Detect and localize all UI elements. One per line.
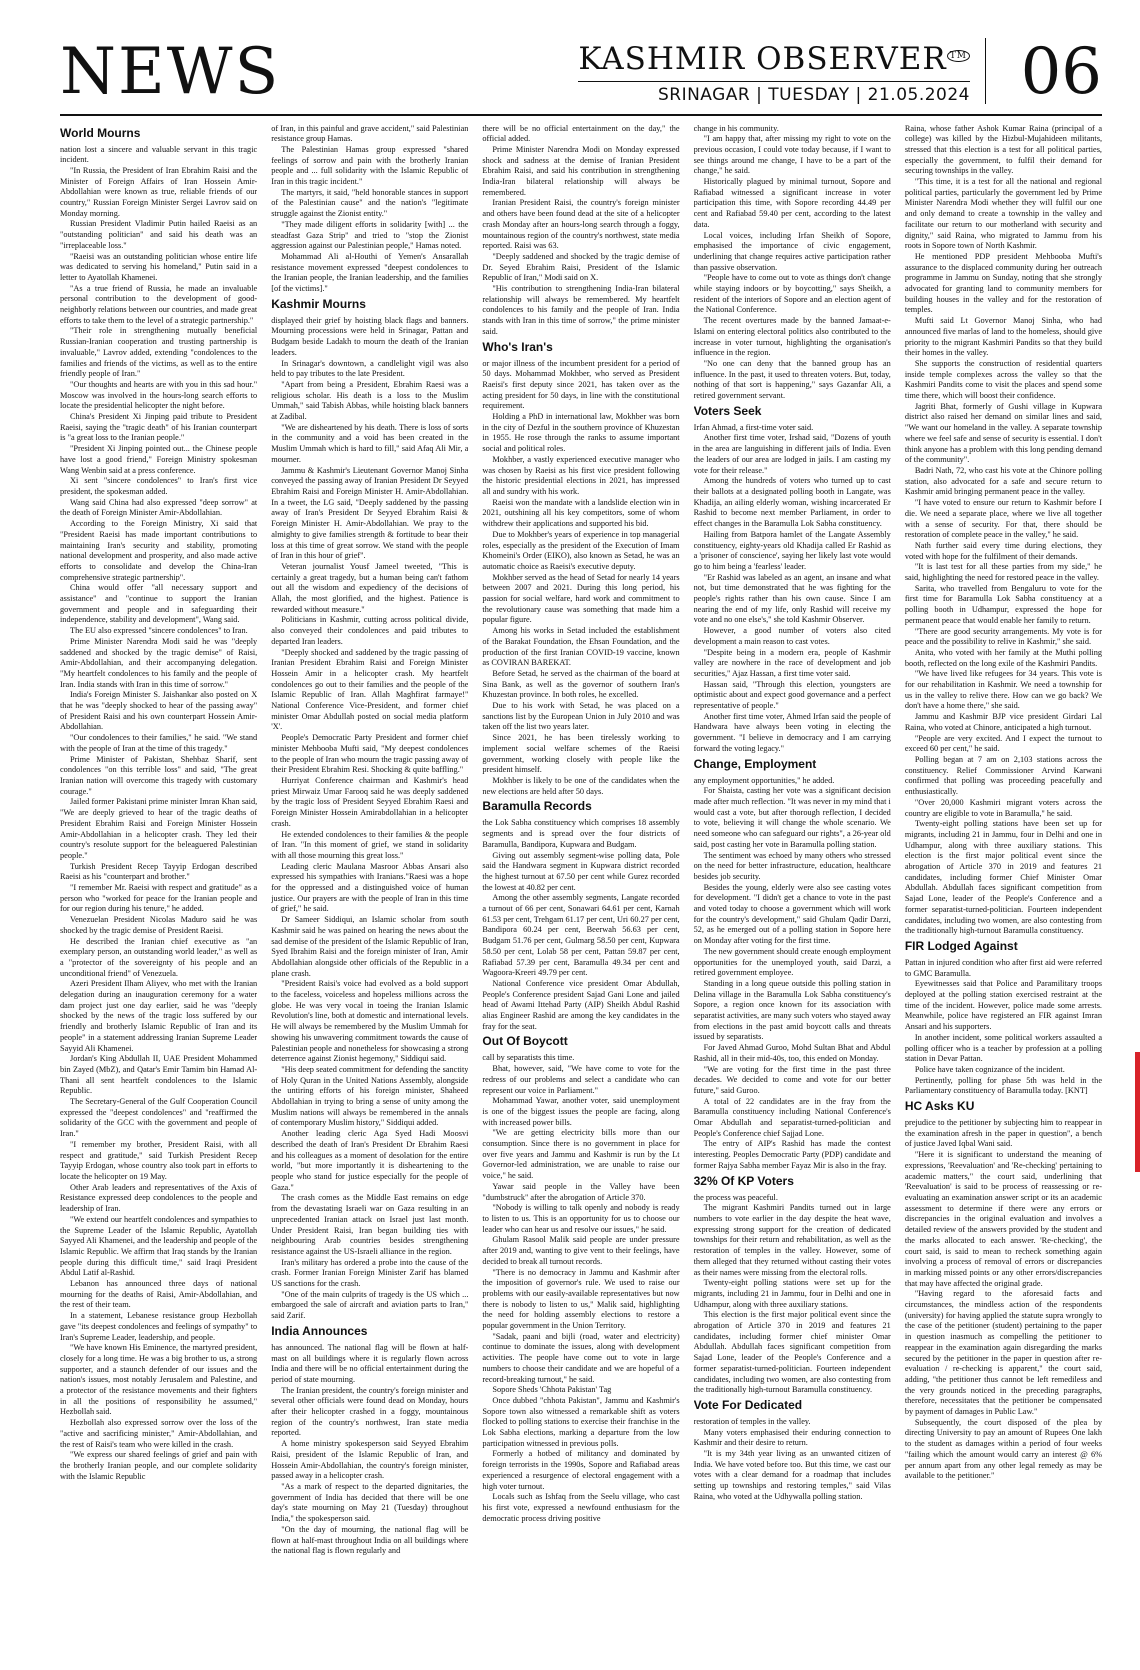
article-paragraph: "I remember Mr. Raeisi with respect and gratitude" as a person who "worked for peace for the Iranian people and for our region during his tenure," he added.: [60, 883, 258, 914]
article-paragraph: Jagriti Bhat, formerly of Gushi village in Kupwara district also raised her demand on similar lines and said, "We want our homeland in the valley. A separate township where we feel safe and sense of security is essential. I don't think anyone has a problem with this long pending demand of the community".: [904, 401, 1103, 465]
article-paragraph: "His contribution to strengthening India-Iran bilateral relationship will always be remembered. My heartfelt condolences to his family and the people of Iran. India stands with Iran in this time of sorrow," the prime minister said.: [482, 284, 680, 336]
article-paragraph: Iran's military has ordered a probe into the cause of the crash. Former Iranian Foreign Minister Zarif has blamed US sanctions for the crash.: [271, 1257, 469, 1289]
article-paragraph: Many voters emphasised their enduring connection to Kashmir and their desire to return.: [693, 1427, 891, 1448]
article-paragraph: Mohammad Ali al-Houthi of Yemen's Ansarallah resistance movement expressed "deepest condolences to the Iranian people, the Iranian leadership, and the families [of the victims].": [271, 251, 469, 294]
article-paragraph: "Our condolences to their families," he said. "We stand with the people of Iran at the time of this tragedy.": [60, 733, 258, 753]
article-paragraph: Besides the young, elderly were also see casting votes for development. "I didn't get a chance to vote in the past and voted today to choose a government which will work for the country's development," said Ghulam Qadir Darzi, 52, as he emerged out of a polling station in Sopore here on Monday after voting for the first time.: [693, 882, 891, 946]
article-headline: Change, Employment: [693, 756, 817, 771]
article-paragraph: or major illness of the incumbent president for a period of 50 days. Mohammad Mokhber, who served as President Raeisi's first deputy since 2021, has taken over as the acting president for 50 days, in line with the constitutional requirement.: [482, 358, 680, 411]
article-paragraph: Prime Minister Narendra Modi said he was "deeply saddened and shocked by the tragic demise" of Raisi, Amir-Abdollahian, and their accompanying delegation. "My heartfelt condolences to his family and the people of Iran. India stands with Iran in this time of sorrow.": [60, 636, 258, 689]
article-paragraph: Pattan in injured condition who after first aid were referred to GMC Baramulla.: [904, 957, 1103, 978]
article-paragraph: "As a true friend of Russia, he made an invaluable personal contribution to the development of good-neighborly relations between our countries, and made great efforts to take them to the level of a strategic partnership.": [60, 283, 258, 325]
article-paragraph: Prime Minister of Pakistan, Shehbaz Sharif, sent condolences "on this terrible loss" and said, "The great Iranian nation will overcome this tragedy with customary courage.": [60, 754, 258, 796]
article-paragraph: "Here it is significant to understand the meaning of expressions, 'Reevaluation' and 'Re-checking' pertaining to academic matters," the court said, underlining that 'Reevaluation' is said to be process of reassessing or re-evaluating an examination answer script or its an academic assessment to determine if there were any errors or discrepancies in the original evaluation and involves a detailed review of the answers provided by the student and the marks allocated to each answer. 'Re-checking', the court said, is said to mean to recheck something again involving a process of removal of errors or discrepancies in marking missed points or any other errors/discrepancies that may have affected the original grade.: [904, 1150, 1103, 1288]
article-paragraph: Among the hundreds of voters who turned up to cast their ballots at a designated polling booth in Langate, was Khadija, an ailing elderly woman, wishing incarcerated Er Rashid to become next member Parliament, in order to effect changes in the Baramulla Lok Sabha constituency.: [693, 476, 891, 529]
article-paragraph: "I am happy that, after missing my right to vote on the previous occasion, I could vote today because, if I want to see things around me change, I have to be a part of the change," he said.: [693, 134, 891, 176]
column-4: [694, 124, 891, 1640]
article-paragraph: restoration of temples in the valley.: [693, 1416, 811, 1426]
article-paragraph: "Deeply saddened and shocked by the tragic demise of Dr. Seyed Ebrahim Raisi, President of the Islamic Republic of Iran," Modi said on X.: [482, 251, 680, 283]
article-headline: Baramulla Records: [482, 799, 592, 814]
article-paragraph: prejudice to the petitioner by subjecting him to reappear in the examination afresh in the paper in question", a bench of justice Javed Iqbal Wani said.: [904, 1118, 1103, 1149]
article-paragraph: "Er Rashid was labeled as an agent, an insane and what not, but time demonstrated that he was fighting for the people's rights rather than his own cause. Since I am nearing the end of my life, only Rashid will receive my vote and no one else's," she told Kashmir Observer.: [693, 572, 891, 625]
article-paragraph: Mufti said Lt Governor Manoj Sinha, who had announced five marlas of land to the homeless, should give priority to the migrant Kashmiri Pandits so that they build their homes in the valley.: [904, 316, 1103, 358]
paper-name-text: KASHMIR OBSERVER: [578, 41, 947, 77]
article-headline: Voters Seek: [693, 403, 762, 418]
article-paragraph: The Iranian president, the country's foreign minister and several other officials were found dead on Monday, hours after their helicopter crashed in a foggy, mountainous region of the country's northwest, Iran state media reported.: [271, 1385, 469, 1438]
article-paragraph: Nath further said every time during elections, they voted with hope for the fulfilment of their demands.: [904, 540, 1103, 561]
article-paragraph: Another first time voter, Ahmed Irfan said the people of Handwara have always been voting in electing the government. "I believe in democracy and I am carrying forward the voting legacy.": [693, 711, 891, 753]
article-paragraph: Ghulam Rasool Malik said people are under pressure after 2019 and, wanting to give vent to their feelings, have decided to break all turnout records.: [482, 1235, 680, 1266]
article-paragraph: Police have taken cognizance of the incident.: [914, 1064, 1065, 1074]
article-paragraph: A home ministry spokesperson said Seyyed Ebrahim Raisi, president of the Islamic Republic of Iran, and Hossein Amir-Abdollahian, the country's foreign minister, passed away in a helicopter crash.: [271, 1439, 469, 1481]
article-paragraph: He mentioned PDP president Mehbooba Mufti's assurance to the displaced community during her outreach programme in Jammu on Sunday, noting that she strongly advocated for granting land to community members for building houses in the valley and for the restoration of temples.: [904, 251, 1103, 315]
article-paragraph: According to the Foreign Ministry, Xi said that "President Raeisi has made important contributions to maintaining Iran's security and stability, promoting national development and prosperity, and also made active efforts to consolidate and develop the China-Iran comprehensive strategic partnership".: [60, 519, 258, 582]
article-paragraph: Due to his work with Setad, he was placed on a sanctions list by the European Union in July 2010 and was taken off the list two years later.: [482, 701, 680, 732]
article-paragraph: Turkish President Recep Tayyip Erdogan described Raeisi as his "counterpart and brother.": [60, 861, 258, 882]
article-paragraph: Irfan Ahmad, a first-time voter said.: [693, 422, 814, 432]
masthead-divider: [985, 38, 987, 104]
article-paragraph: Russian President Vladimir Putin hailed Raeisi as an "outstanding politician" and said his death was an "irreplaceable loss.": [60, 219, 258, 250]
article-paragraph: "In Russia, the President of Iran Ebrahim Raisi and the Minister of Foreign Affairs of Iran Hossein Amir-Abdollahian were known as true, reliable friends of our country," Russian Foreign Minister Sergei Lavrov said on Monday morning.: [60, 165, 258, 218]
article-paragraph: Sarita, who travelled from Bengaluru to vote for the first time for Baramulla Lok Sabha constituency at a polling booth in Udhampur, expressed the hope for permanent peace that would enable her family to return.: [904, 583, 1103, 625]
article-paragraph: "Nobody is willing to talk openly and nobody is ready to listen to us. This is an opportunity for us to choose our leader who can hear us and resolve our issues," he said.: [482, 1203, 680, 1234]
column-1: [60, 124, 257, 1640]
article-paragraph: "I have voted to ensure our return to Kashmir before I die. We need a separate place, where we live all together with a sense of security. For that, there should be restoration of complete peace in the valley," he said.: [904, 498, 1103, 540]
article-paragraph: Historically plagued by minimal turnout, Sopore and Rafiabad witnessed a significant increase in voter participation this time, with Sopore recording 44.49 per cent and Rafiabad 59.40 per cent, according to the latest data.: [693, 177, 891, 229]
article-paragraph: "Raeisi was an outstanding politician whose entire life was dedicated to serving his homeland," Putin said in a letter to Ayatollah Khamenei.: [60, 251, 258, 282]
article-paragraph: Raina, whose father Ashok Kumar Raina (principal of a college) was killed by the Hizbul-Mujahideen militants, stressed that this election is a test for all political parties, especially the government, to fulfil their demand for securing townships in the valley.: [904, 123, 1103, 176]
article-paragraph: A total of 22 candidates are in the fray from the Baramulla constituency including National Conference's Omar Abdullah and separatist-turned-politician and People's Conference chief Sajjad Lone.: [693, 1096, 891, 1138]
article-paragraph: "It is last test for all these parties from my side," he said, highlighting the need for restored peace in the valley.: [904, 562, 1103, 583]
article-paragraph: "Our thoughts and hearts are with you in this sad hour." Moscow was involved in the hours-long search efforts to locate the presidential helicopter the night before.: [60, 379, 258, 411]
article-paragraph: "On the day of mourning, the national flag will be flown at half-mast throughout India on all buildings where the national flag is flown regularly and: [271, 1524, 469, 1556]
column-3: [482, 124, 679, 1640]
article-paragraph: India's Foreign Minister S. Jaishankar also posted on X that he was "deeply shocked to hear of the passing away" of President Raisi and his own counterpart Hossein Amir-Abdollahian.: [60, 690, 258, 732]
article-paragraph: "Having regard to the aforesaid facts and circumstances, the mindless action of the respondents (university) for having applied the statute supra wrongly to the case of the petitioner (student) pertaining to the paper in question inasmuch as compelling the petitioner to reappear in the examination again disregarding the marks secured by the petitioner in the paper in question after re-evaluation / re-checking is apparent," the court said, adding, "the petitioner thus cannot be left remediless and the very grounds noticed in the preceding paragraphs, therefore, necessitates that the petitioner be compensated by payment of damages in Public Law.": [904, 1289, 1103, 1417]
article-paragraph: China's President Xi Jinping paid tribute to President Raeisi, saying the "tragic death" of his Iranian counterpart is "a great loss to the Iranian people.": [60, 412, 258, 443]
article-paragraph: the process was peaceful.: [693, 1192, 778, 1202]
article-paragraph: China would offer "all necessary support and assistance" and "continue to support the Iranian government and people and in safeguarding their independence, stability and development", Wang said.: [60, 583, 258, 625]
article-paragraph: Hezbollah also expressed sorrow over the loss of the "active and sacrificing minister," Amir-Abdollahian, and the rest of Raisi's team who were killed in the crash.: [60, 1418, 258, 1449]
article-paragraph: People's Democratic Party President and former chief minister Mehbooba Mufti said, "My deepest condolences to the people of Iran who mourn the tragic passing away of their President Ebrahim Resi. Shocking & quite baffling.": [271, 733, 469, 775]
article-paragraph: Subsequently, the court disposed of the plea by directing University to pay an amount of Rupees One lakh to the student as damages within a period of four weeks "failing which the amount would carry an interest @ 6% per annum apart from any other legal remedy as may be available to the petitioner.": [904, 1417, 1103, 1481]
article-paragraph: "Deeply shocked and saddened by the tragic passing of Iranian President Ebrahim Raisi and Foreign Minister Hossein Amir in a helicopter crash. My heartfelt condolences go out to their families and the people of the Islamic Republic of Iran. Allah Maghfirat farmaye!" National Conference Vice-President, and former chief minister Omar Abdullah posted on social media platform 'X'.: [271, 647, 469, 732]
article-paragraph: "President Xi Jinping pointed out... the Chinese people have lost a good friend," Foreign Ministry spokesman Wang Wenbin said at a press conference.: [60, 444, 258, 475]
article-paragraph: He described the Iranian chief executive as "an exemplary person, an outstanding world leader," as well as a "protector of the sovereignty of his people and an unconditional friend" of Venezuela.: [60, 936, 258, 978]
article-paragraph: Twenty-eight polling stations were set up for the migrants, including 21 in Jammu, four in Delhi and one in Udhampur, along with three auxiliary stations.: [693, 1278, 891, 1309]
article-paragraph: Holding a PhD in international law, Mokhber was born in the city of Dezful in the southern province of Khuzestan in 1955. He rose through the ranks to assume important social and political roles.: [482, 412, 680, 454]
article-paragraph: Jordan's King Abdullah II, UAE President Mohammed bin Zayed (MbZ), and Qatar's Emir Tamim bin Hamad Al-Thani all sent heartfelt condolences to the Islamic Republic.: [60, 1054, 258, 1096]
article-paragraph: nation lost a sincere and valuable servant in this tragic incident.: [60, 144, 258, 165]
article-paragraph: "Their role in strengthening mutually beneficial Russian-Iranian cooperation and trusting partnership is invaluable," Lavrov added, extending "condolences to the families and friends of the victims, as well as to the entire friendly people of Iran.": [60, 326, 258, 379]
article-paragraph: Bhat, however, said, "We have come to vote for the redress of our problems and select a candidate who can represent our voice in Parliament.": [482, 1064, 680, 1095]
article-headline: 32% Of KP Voters: [693, 1173, 794, 1188]
masthead: [60, 34, 1102, 114]
article-paragraph: Another leading cleric Aga Syed Hadi Moosvi described the death of Iran's President Dr Ebrahim Raesi and his colleagues as a moment of desolation for the entire world, "but more importantly it is disheartening to the people who stand for justice especially for the people of Gaza.": [271, 1129, 469, 1192]
article-paragraph: Venezuelan President Nicolas Maduro said he was shocked by the tragic demise of President Raeisi.: [60, 915, 258, 935]
article-paragraph: In another incident, some political workers assaulted a polling officer who is a teacher by profession at a polling station in Devar Pattan.: [904, 1032, 1103, 1064]
article-paragraph: any employment opportunities," he added.: [693, 775, 835, 785]
column-5: [905, 124, 1102, 1640]
article-headline: India Announces: [271, 1323, 368, 1338]
article-headline: FIR Lodged Against: [904, 938, 1018, 953]
article-paragraph: of Iran, in this painful and grave accident," said Palestinian resistance group Hamas.: [271, 123, 469, 144]
article-paragraph: "There is no democracy in Jammu and Kashmir after the imposition of governor's rule. We used to raise our problems with our easily-available representatives but now there is nobody to listen to us," Malik said, highlighting the need for holding assembly elections to restore a popular government in the Union Territory.: [482, 1267, 680, 1331]
article-paragraph: there will be no official entertainment on the day," the official added.: [482, 123, 680, 144]
article-paragraph: Among the other assembly segments, Langate recorded a turnout of 66 per cent, Sonawari 64.61 per cent, Karnah 61.53 per cent, Trehgam 61.17 per cent, Uri 60.27 per cent, Bandipora 60.24 per cent, Beerwah 56.63 per cent, Budgam 51.76 per cent, Gulmarg 58.50 per cent, Kupwara 58.50 per cent, Lolab 58 per cent, Pattan 59.87 per cent, Rafiabad 57.39 per cent, Baramulla 49.34 per cent and Wagoora-Kreeri 49.79 per cent.: [482, 893, 680, 978]
article-paragraph: Jailed former Pakistani prime minister Imran Khan said, "We are deeply grieved to hear of the tragic deaths of President Ebrahim Raisi and Foreign Minister Hossein Amir-Abdollahian in a helicopter crash. They led their country's resolute support for the beleaguered Palestinian people.": [60, 797, 258, 860]
article-paragraph: However, a good number of voters also cited development a main reason to cast votes.: [693, 626, 891, 646]
article-paragraph: The crash comes as the Middle East remains on edge from the devastating Israeli war on Gaza resulting in an unprecedented Iranian attack on Israel just last month. Under President Raisi, Iran began building ties with neighbouring Arab countries besides strengthening resistance against the US-Israeli alliance in the region.: [271, 1193, 469, 1256]
article-paragraph: Once dubbed "chhota Pakistan", Jammu and Kashmir's Sopore town also witnessed a remarkable shift as voters flocked to polling stations to exercise their franchise in the Lok Sabha elections, marking a departure from the low participation witnessed in previous polls.: [482, 1395, 680, 1448]
article-paragraph: Jammu & Kashmir's Lieutenant Governor Manoj Sinha conveyed the passing away of Iranian President Dr Seyyed Ebrahim Raisi and Foreign Minister H. Amir-Abdollahian. In a tweet, the LG said, "Deeply saddened by the passing away of Iran's President Dr Seyyed Ebrahim Raisi & Foreign Minister H. Amir-Abdollahian. We pray to the almighty to give families strength & fortitude to bear their loss at this time of great sorrow. We stand with the people of Iran in this hour of grief".: [271, 465, 469, 561]
article-paragraph: "Over 20,000 Kashmiri migrant voters across the country are eligible to vote in Baramulla," he said.: [904, 797, 1103, 818]
article-paragraph: "People are very excited. And I expect the turnout to exceed 60 per cent," he said.: [904, 733, 1103, 754]
article-paragraph: Mokhber served as the head of Setad for nearly 14 years between 2007 and 2021. During this long period, his passion for social welfare, hard work and commitment to the revolutionary cause was something that made him a popular figure.: [482, 572, 680, 625]
article-paragraph: In Srinagar's downtown, a candlelight vigil was also held to pay tributes to the late President.: [271, 358, 469, 379]
article-paragraph: Sopore Sheds 'Chhota Pakistan' Tag: [492, 1385, 612, 1395]
article-paragraph: Due to Mokhber's years of experience in top managerial roles, especially as the president of the Execution of Imam Khomeini's Order (EIKO), also known as Setad, he was an automatic choice as Raeisi's executive deputy.: [482, 529, 680, 571]
article-headline: Kashmir Mourns: [271, 296, 366, 311]
article-paragraph: Lebanon has announced three days of national mourning for the deaths of Raisi, Amir-Abdollahian, and the rest of their team.: [60, 1279, 258, 1310]
article-paragraph: Before Setad, he served as the chairman of the board at Sina Bank, as well as the governor of southern Iran's Khuzestan province. In both roles, he excelled.: [482, 668, 680, 700]
article-paragraph: "Apart from being a President, Ebrahim Raesi was a religious scholar. His death is a loss to the Muslim Ummah," said Tabish Abbas, while hoisting black banners at Zadibal.: [271, 379, 469, 422]
article-paragraph: Polling began at 7 am on 2,103 stations across the constituency. Relief Commissioner Arvind Karwani confirmed that polling was proceeding peacefully and enthusiastically.: [904, 754, 1103, 797]
article-paragraph: Among his works in Setad included the establishment of the Barakat Foundation, the Ehsan Foundation, and the production of the first Iranian COVID-19 vaccine, known as COVIRAN BAREKAT.: [482, 626, 680, 668]
article-paragraph: Hailing from Batpora hamlet of the Langate Assembly constituency, eighty-years old Khadija called Er Rashid as a 'prisoner of conscience', saying her likely last vote would go to him being a 'fearless' leader.: [693, 529, 891, 571]
article-paragraph: Dr Sameer Siddiqui, an Islamic scholar from south Kashmir said he was pained on hearing the news about the sad demise of the president of the Islamic Republic of Iran, Syed Ibrahim Raisi and the foreign minister of Iran, Amir Abdollahian alongside other officials of the Republic in a plane crash.: [271, 915, 469, 978]
article-paragraph: "People have to come out to vote as things don't change while staying indoors or by boycotting," says Sheikh, a resident of the interiors of Sopore and an election agent of the National Conference.: [693, 273, 891, 315]
article-paragraph: The migrant Kashmiri Pandits turned out in large numbers to vote earlier in the day despite the heat wave, expressing strong support for the creation of dedicated townships for their return and rehabilitation, as well as the restoration of temples in the valley. However, some of them alleged that they returned without casting their votes as their names were missing from the electoral rolls.: [693, 1203, 891, 1277]
article-paragraph: The EU also expressed "sincere condolences" to Iran.: [70, 626, 248, 636]
article-headline: World Mourns: [60, 125, 141, 140]
article-paragraph: The entry of AIP's Rashid has made the contest interesting. Peoples Democratic Party (PDP) candidate and former Rajya Sabha member Fayaz Mir is also in the fray.: [693, 1139, 891, 1170]
article-paragraph: Iranian President Raisi, the country's foreign minister and others have been found dead at the site of a helicopter crash Monday after an hours-long search through a foggy, mountainous region of the country's northwest, state media reported. Raisi was 63.: [482, 198, 680, 251]
article-paragraph: Badri Nath, 72, who cast his vote at the Chinore polling station, also advocated for a safe and secure return to Kashmir amid bringing permanent peace in the valley.: [904, 466, 1103, 497]
article-paragraph: Formerly a hotbed of militancy and dominated by foreign terrorists in the 1990s, Sopore and Rafiabad areas experienced a resurgence of electoral engagement with a high voter turnout.: [482, 1449, 680, 1491]
paper-name: [578, 41, 970, 77]
article-paragraph: "They made diligent efforts in solidarity [with] ... the steadfast Gaza Strip" and tried to "stop the Zionist aggression against our Palestinian people," Hamas noted.: [271, 219, 469, 251]
article-paragraph: The new government should create enough employment opportunities for the unemployed youth, said Darzi, a retired government employee.: [693, 946, 891, 978]
article-paragraph: "Despite being in a modern era, people of Kashmir valley are nowhere in the race of development and job securities," Ajaz Hassan, a first time voter said.: [693, 647, 891, 678]
article-paragraph: Prime Minister Narendra Modi on Monday expressed shock and sadness at the demise of Iranian President Ebrahim Raisi, and said his contribution in strengthening India-Iran bilateral relationship will always be remembered.: [482, 144, 680, 197]
article-paragraph: Hassan said, "Through this election, youngsters are optimistic about and expect good governance and a perfect representative of people.": [693, 679, 891, 711]
article-headline: Out Of Boycott: [482, 1034, 568, 1049]
article-paragraph: "We have known His Eminence, the martyred president, closely for a long time. He was a big brother to us, a strong supporter, and a staunch defender of our issues and the nation's issues, most notably Jerusalem and Palestine, and a protector of the resistance movements and their fighters in all the positions of responsibility he assumed," Hezbollah said.: [60, 1343, 258, 1417]
article-paragraph: Eyewitnesses said that Police and Paramilitary troops deployed at the polling station exercised restraint at the time of the incident. However, police made some arrests. Meanwhile, police have registered an FIR against Imran Ansari and his supporters.: [904, 979, 1103, 1032]
article-paragraph: "We have lived like refugees for 34 years. This vote is for our rehabilitation in Kashmir. We need a township for us in the valley to relive there. How can we go back? We don't have a home there," she said.: [904, 669, 1103, 711]
article-paragraph: "No one can deny that the banned group has an influence. In the past, it used to threaten voters. But, today, nothing of that sort is happening," says Gazanfar Ali, a retired government servant.: [693, 358, 891, 401]
article-headline: HC Asks KU: [904, 1099, 975, 1114]
article-paragraph: Azeri President Ilham Aliyev, who met with the Iranian delegation during an inauguration ceremony for a water dam project just one day earlier, said he was "deeply shocked by the news of the tragic loss suffered by our friendly and brotherly Islamic Republic of Iran and its people" in a statement addressing Iranian Supreme Leader Sayyid Ali Khamenei.: [60, 979, 258, 1053]
article-paragraph: National Conference vice president Omar Abdullah, People's Conference president Sajad Gani Lone and jailed head of Awami Ittehad Party (AIP) Sheikh Abdul Rashid alias Engineer Rashid are among the key candidates in the fray for the seat.: [482, 978, 680, 1031]
article-paragraph: The Palestinian Hamas group expressed "shared feelings of sorrow and pain with the brotherly Iranian people and ... full solidarity with the Islamic Republic of Iran in this tragic incident.": [271, 144, 469, 187]
article-paragraph: "As a mark of respect to the departed dignitaries, the government of India has decided that there will be one day's state mourning on May 21 (Tuesday) throughout India," the spokesperson said.: [271, 1481, 469, 1524]
dateline: SRINAGAR | TUESDAY | 21.05.2024: [578, 81, 970, 105]
article-paragraph: "We express our shared feelings of grief and pain with the brotherly Iranian people, and our complete solidarity with the Islamic Republic: [60, 1450, 258, 1481]
article-paragraph: Twenty-eight polling stations have been set up for migrants, including 21 in Jammu, four in Delhi and one in Udhampur, along with three auxiliary stations. This election is the first major political event since the abrogation of Article 370 in 2019 and features 21 candidates, including former Chief Minister Omar Abdullah. Abdullah faces significant competition from Sajad Lone, leader of the People's Conference and a former separatist-turned-politician. Fourteen independent candidates, including two women, are also contesting from the traditionally high-turnout Baramulla constituency.: [904, 819, 1103, 936]
paper-block: [578, 41, 970, 105]
article-paragraph: The Secretary-General of the Gulf Cooperation Council expressed the "deepest condolences" and "reaffirmed the solidarity of the GCC with the government and people of Iran.": [60, 1097, 258, 1139]
article-paragraph: Other Arab leaders and representatives of the Axis of Resistance expressed deep condolences to the people and leadership of Iran.: [60, 1182, 258, 1214]
article-paragraph: "There are good security arrangements. My vote is for peace and the possibility to relive in Kashmir," she said.: [904, 626, 1103, 647]
article-paragraph: "We are voting for the first time in the past three decades. We decided to come and vote for our better future," said Guroo.: [693, 1064, 891, 1095]
article-paragraph: The martyrs, it said, "held honorable stances in support of the Palestinian cause" and the nation's "legitimate struggle against the Zionist entity.": [271, 187, 469, 219]
column-2: [271, 124, 468, 1640]
article-paragraph: Mohammad Yawar, another voter, said unemployment is one of the biggest issues the people are facing, along with increased power bills.: [482, 1096, 680, 1127]
article-paragraph: For Shaista, casting her vote was a significant decision made after much reflection. "It was never in my mind that i would cast a vote, but after thorough reflection, I decided to vote, believing it will change the whole scenario. We need someone who can safeguard our rights", a 26-year old said, post casting her vote in Baramulla polling station.: [693, 786, 891, 849]
article-paragraph: "One of the main culprits of tragedy is the US which ... embargoed the sale of aircraft and aviation parts to Iran," said Zarif.: [271, 1289, 469, 1321]
article-paragraph: Giving out assembly segment-wise polling data, Pole said the Handwara segment in Kupwara district recorded the highest turnout at 67.50 per cent while Gurez recorded the lowest at 40.82 per cent.: [482, 850, 680, 892]
article-paragraph: This election is the first major political event since the abrogation of Article 370 in 2019 and features 21 candidates, including former chief minister Omar Abdullah. Abdullah faces significant competition from Sajad Lone, leader of the People's Conference and a former separatist-turned-politician. Fourteen independent candidates, including two women, are also contesting from the traditionally high-turnout Baramulla constituency.: [693, 1310, 891, 1395]
article-paragraph: Since 2021, he has been tirelessly working to implement social welfare schemes of the Raeisi government, working closely with people like the president himself.: [482, 733, 680, 775]
article-paragraph: has announced. The national flag will be flown at half-mast on all buildings where it is regularly flown across India and there will be no official entertainment during the period of state mourning.: [271, 1342, 469, 1384]
article-paragraph: Raeisi won the mandate with a landslide election win in 2021, outshining all his key competitors, some of whom withdrew their applications and supported his bid.: [482, 497, 680, 529]
article-headline: Vote For Dedicated: [693, 1397, 803, 1412]
article-paragraph: Politicians in Kashmir, cutting across political divide, also conveyed their condolences and paid tributes to departed Iran leaders.: [271, 615, 469, 646]
article-headline: Who's Iran's: [482, 339, 553, 354]
article-paragraph: "I remember my brother, President Raisi, with all respect and gratitude," said Turkish President Recep Tayyip Erdogan, whose country also took part in efforts to locate the helicopter on 19 May.: [60, 1139, 258, 1181]
article-paragraph: Anita, who voted with her family at the Muthi polling booth, reflected on the long exile of the Kashmiri Pandits.: [904, 647, 1103, 668]
article-paragraph: Standing in a long queue outside this polling station in Delina village in the Baramulla Lok Sabha constituency's Sopore, a region once known for its association with separatist activities, are many such voters who stayed away from elections in the past amid boycott calls and threats issued by separatists.: [693, 978, 891, 1042]
article-paragraph: For Javed Ahmad Guroo, Mohd Sultan Bhat and Abdul Rashid, all in their mid-40s, too, this ended on Monday.: [693, 1043, 891, 1063]
article-paragraph: Mokhber, a vastly experienced executive manager who was chosen by Raeisi as his first vice president following the historic presidential elections in 2021, has impressed all and sundry with his work.: [482, 454, 680, 496]
article-paragraph: displayed their grief by hoisting black flags and banners. Mourning processions were held in Srinagar, Pattan and Budgam beside Ladakh to mourn the death of the Iranian leaders.: [271, 315, 469, 357]
article-paragraph: In a statement, Lebanese resistance group Hezbollah gave "its deepest condolences and feelings of sympathy" to Iran's Supreme Leader, leadership, and people.: [60, 1311, 258, 1342]
article-paragraph: change in his community.: [693, 123, 779, 133]
article-paragraph: Yawar said people in the Valley have been "dumbstruck" after the abrogation of Article 370.: [482, 1181, 680, 1202]
article-paragraph: "This time, it is a test for all the national and regional political parties, particularly the government led by Prime Minister Narendra Modi whether they will fulfil our one and only demand to create a township in the valley and facilitate our return to our motherland with security and dignity," said Raina, who migrated to Jammu from his roots in Sopore town of North Kashmir.: [904, 177, 1103, 251]
article-paragraph: "Sadak, paani and bijli (road, water and electricity) continue to dominate the issues, along with development activities. The people have come out to vote in large numbers to choose their candidate and we are hopeful of a record-breaking turnout," he said.: [482, 1331, 680, 1384]
article-paragraph: Local voices, including Irfan Sheikh of Sopore, emphasised the importance of civic engagement, underlining that change requires active participation rather than passive observation.: [693, 230, 891, 272]
article-paragraph: "It is my 34th year living as an unwanted citizen of India. We have voted before too. But this time, we cast our votes with a clear demand for a roadmap that includes setting up townships and restoring temples," said Vilas Raina, who voted at the Udhywalla polling station.: [693, 1449, 891, 1501]
article-paragraph: Wang said China had also expressed "deep sorrow" at the death of Foreign Minister Amir-Abdollahian.: [60, 497, 258, 518]
section-title: NEWS: [60, 35, 281, 109]
article-paragraph: the Lok Sabha constituency which comprises 18 assembly segments and is spread over the four districts of Baramulla, Bandipora, Kupwara and Budgam.: [482, 818, 680, 849]
article-paragraph: Another first time voter, Irshad said, "Dozens of youth in the area are languishing in different jails of India. Even the leaders of our area are lodged in jails. I am casting my vote for their release.": [693, 433, 891, 475]
page-number: 06: [1020, 35, 1102, 109]
article-paragraph: call by separatists this time.: [482, 1053, 575, 1063]
article-columns: [60, 124, 1102, 1640]
article-paragraph: Veteran journalist Yousf Jameel tweeted, "This is certainly a great tragedy, but a human being can't fathom out all the wisdom and expediency of the decisions of Allah, the most glorified, and the highest. Patience is rewarded without measure.": [271, 561, 469, 614]
masthead-rule: [60, 114, 1102, 116]
article-paragraph: "We are getting electricity bills more than our consumption. Since there is no government in place for over five years and Jammu and Kashmir is run by the Lt Governor-led administration, we are unable to raise our voice," he said.: [482, 1128, 680, 1181]
edge-accent-bar: [1135, 1052, 1140, 1172]
article-paragraph: Hurriyat Conference chairman and Kashmir's head priest Mirwaiz Umar Farooq said he was deeply saddened by the tragic loss of President Seyyed Ebrahim Raesi and Foreign Minister Hossein Amirabdollahian in a helicopter crash.: [271, 775, 469, 828]
article-paragraph: The recent overtures made by the banned Jamaat-e-Islami on entering electoral politics also contributed to the increase in voter turnout, highlighting the organisation's influence in the region.: [693, 316, 891, 358]
article-paragraph: The sentiment was echoed by many others who stressed on the need for better infrastructure, education, healthcare besides job security.: [693, 850, 891, 881]
article-paragraph: Pertinently, polling for phase 5th was held in the Parliamentary constituency of Baramulla today. [KNT]: [904, 1075, 1103, 1096]
article-paragraph: Xi sent "sincere condolences" to Iran's first vice president, the spokesman added.: [60, 476, 258, 496]
article-paragraph: She supports the construction of residential quarters inside temple complexes across the valley so that the Kashmiri Pandits come to visit the places and spend some time there, which will boost their confidence.: [904, 358, 1103, 401]
article-paragraph: Mokhber is likely to be one of the candidates when the new elections are held after 50 days.: [482, 775, 680, 796]
trademark-mark: TM: [947, 50, 970, 62]
article-paragraph: "His deep seated commitment for defending the sanctity of Holy Quran in the United Nations Assembly, alongside the untiring efforts of his foreign minister, Shaheed Abdollahian in trying to bring a sense of unity among the Muslim nations will always be remembered in the annals of contemporary Muslim history," Siddiqui added.: [271, 1064, 469, 1128]
article-paragraph: Jammu and Kashmir BJP vice president Girdari Lal Raina, who voted at Chinore, anticipated a high turnout.: [904, 712, 1103, 732]
article-paragraph: Leading cleric Maulana Masroor Abbas Ansari also expressed his sympathies with Iranians."Raesi was a hope for the oppressed and a distinguished voice of human justice. Our prayers are with the people of Iran in this time of grief," he said.: [271, 861, 469, 914]
article-paragraph: "President Raisi's voice had evolved as a bold support to the faceless, voiceless and hopeless millions across the globe. He was very vocal in toeing the Iranian Islamic Revolution's line, both at domestic and international levels. He will always be remembered by the Muslim Ummah for showing his unwavering commitment towards the cause of Palestinian people and nonetheless for showcasing a strong deterrence against Zionist hegemony," Siddiqui said.: [271, 979, 469, 1064]
article-paragraph: "We are disheartened by his death. There is loss of sorts in the community and a void has been created in the Muslim Ummah which is hard to fill," said Afaq Ali Mir, a mourner.: [271, 422, 469, 464]
article-paragraph: Locals such as Ishfaq from the Seelu village, who cast his first vote, expressed a newfound enthusiasm for the democratic process driving positive: [482, 1492, 680, 1523]
article-paragraph: "We extend our heartfelt condolences and sympathies to the Supreme Leader of the Islamic Republic, Ayatollah Sayyed Ali Khamenei, and the leadership and people of the Islamic Republic. We affirm that Iraq stands by the Iranian people during this difficult time," said Iraqi President Abdul Latif al-Rashid.: [60, 1214, 258, 1278]
article-paragraph: He extended condolences to their families & the people of Iran. "In this moment of grief, we stand in solidarity with all those mourning this great loss.": [271, 829, 469, 860]
